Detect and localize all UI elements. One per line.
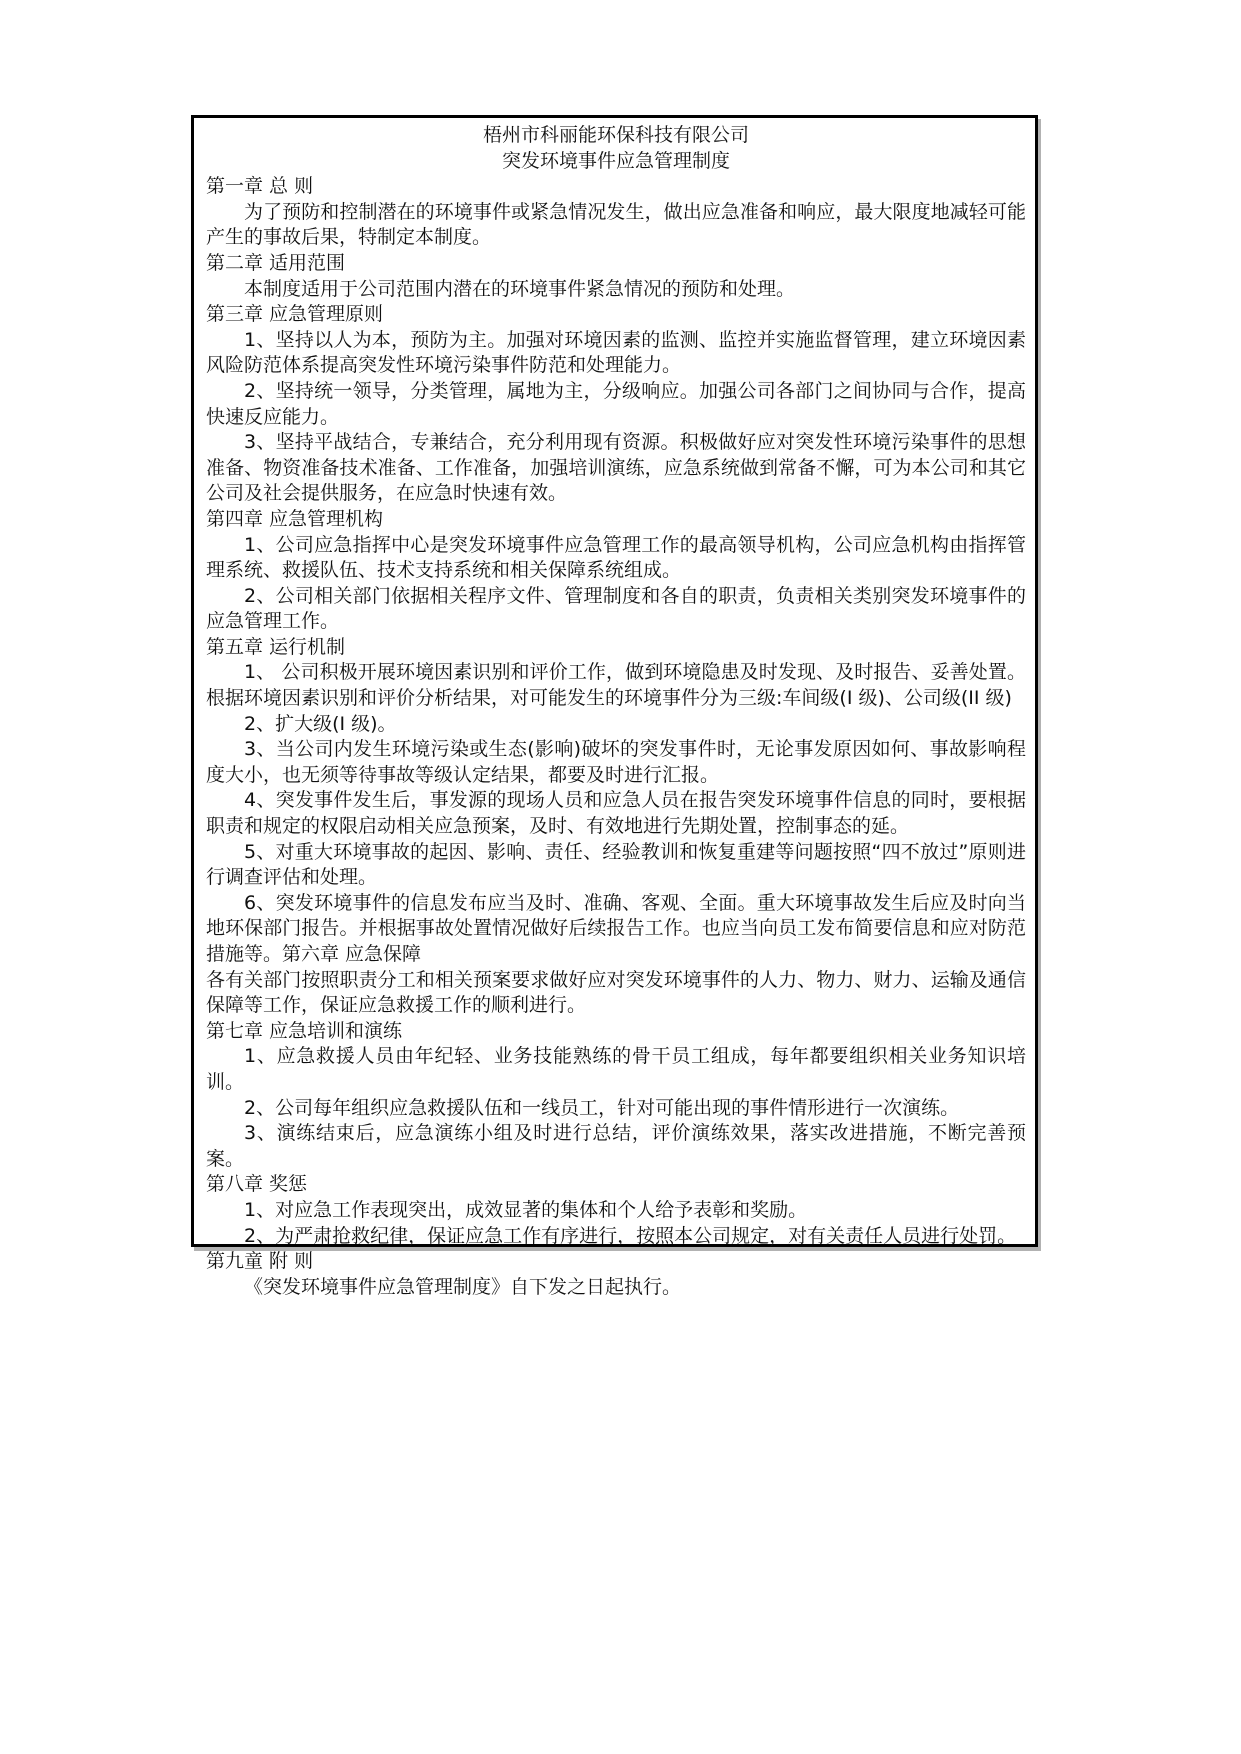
chapter-heading: 第一章 总 则 [206,175,314,198]
chapter-heading: 第五章 运行机制 [206,635,346,658]
paragraph: 《突发环境事件应急管理制度》自下发之日起执行。 [244,1275,682,1298]
paragraph: 2、公司每年组织应急救援队伍和一线员工，针对可能出现的事件情形进行一次演练。 [244,1096,960,1119]
paragraph: 3、坚持平战结合，专兼结合，充分利用现有资源。积极做好应对突发性环境污染事件的思想准备、物资准备技术准备、工作准备，加强培训演练，应急系统做到常备不懈，可为本公司和其它公司及社会提供服务，在应急时快速有效。 [206,431,1026,505]
document-frame [191,115,1038,1298]
paragraph: 6、突发环境事件的信息发布应当及时、准确、客观、全面。重大环境事故发生后应及时向当地环保部门报告。并根据事故处置情况做好后续报告工作。也应当向员工发布简要信息和应对防范措施等。第六章 应急保障 [206,891,1026,965]
chapter-heading: 第三章 应急管理原则 [206,303,384,326]
paragraph: 1、公司应急指挥中心是突发环境事件应急管理工作的最高领导机构，公司应急机构由指挥管理系统、救援队伍、技术支持系统和相关保障系统组成。 [206,533,1026,582]
paragraph: 2、为严肃抢救纪律，保证应急工作有序进行，按照本公司规定，对有关责任人员进行处罚。 [244,1224,1017,1247]
paragraph: 本制度适用于公司范围内潜在的环境事件紧急情况的预防和处理。 [244,277,796,300]
paragraph: 1、 公司积极开展环境因素识别和评价工作，做到环境隐患及时发现、及时报告、妥善处置。根据环境因素识别和评价分析结果，对可能发生的环境事件分为三级:车间级(I 级)、公司级(II 级) [206,661,1026,710]
company-name-title: 梧州市科丽能环保科技有限公司 [482,124,749,146]
chapter-heading: 第四章 应急管理机构 [206,507,384,530]
paragraph: 1、对应急工作表现突出，成效显著的集体和个人给予表彰和奖励。 [244,1198,808,1221]
chapter-heading: 第二章 适用范围 [206,251,346,274]
chapter-heading: 第七章 应急培训和演练 [206,1019,403,1042]
paragraph: 1、坚持以人为本，预防为主。加强对环境因素的监测、监控并实施监督管理，建立环境因素风险防范体系提高突发性环境污染事件防范和处理能力。 [206,328,1026,377]
document-title: 突发环境事件应急管理制度 [501,149,730,172]
paragraph: 2、坚持统一领导，分类管理，属地为主，分级响应。加强公司各部门之间协同与合作，提高快速反应能力。 [206,379,1026,428]
paragraph: 各有关部门按照职责分工和相关预案要求做好应对突发环境事件的人力、物力、财力、运输及通信保障等工作，保证应急救援工作的顺利进行。 [206,968,1026,1017]
paragraph: 4、突发事件发生后，事发源的现场人员和应急人员在报告突发环境事件信息的同时，要根据职责和规定的权限启动相关应急预案，及时、有效地进行先期处置，控制事态的延。 [206,789,1026,838]
paragraph: 3、演练结束后，应急演练小组及时进行总结，评价演练效果，落实改进措施，不断完善预案。 [206,1122,1026,1170]
document-body [206,174,1026,1300]
paragraph: 1、应急救援人员由年纪轻、业务技能熟练的骨干员工组成，每年都要组织相关业务知识培训。 [206,1045,1026,1093]
paragraph: 3、当公司内发生环境污染或生态(影响)破坏的突发事件时，无论事发原因如何、事故影响程度大小，也无须等待事故等级认定结果，都要及时进行汇报。 [206,738,1026,786]
paragraph: 2、公司相关部门依据相关程序文件、管理制度和各自的职责，负责相关类别突发环境事件的应急管理工作。 [206,584,1026,633]
paragraph: 5、对重大环境事故的起因、影响、责任、经验教训和恢复重建等问题按照“四不放过”原则进行调查评估和处理。 [206,840,1026,889]
paragraph: 2、扩大级(I 级)。 [244,712,397,735]
chapter-heading: 第九童 附 则 [206,1250,314,1273]
chapter-heading: 第八章 奖惩 [206,1173,308,1196]
paragraph: 为了预防和控制潜在的环境事件或紧急情况发生，做出应急准备和响应，最大限度地减轻可能产生的事故后果，特制定本制度。 [206,200,1026,249]
